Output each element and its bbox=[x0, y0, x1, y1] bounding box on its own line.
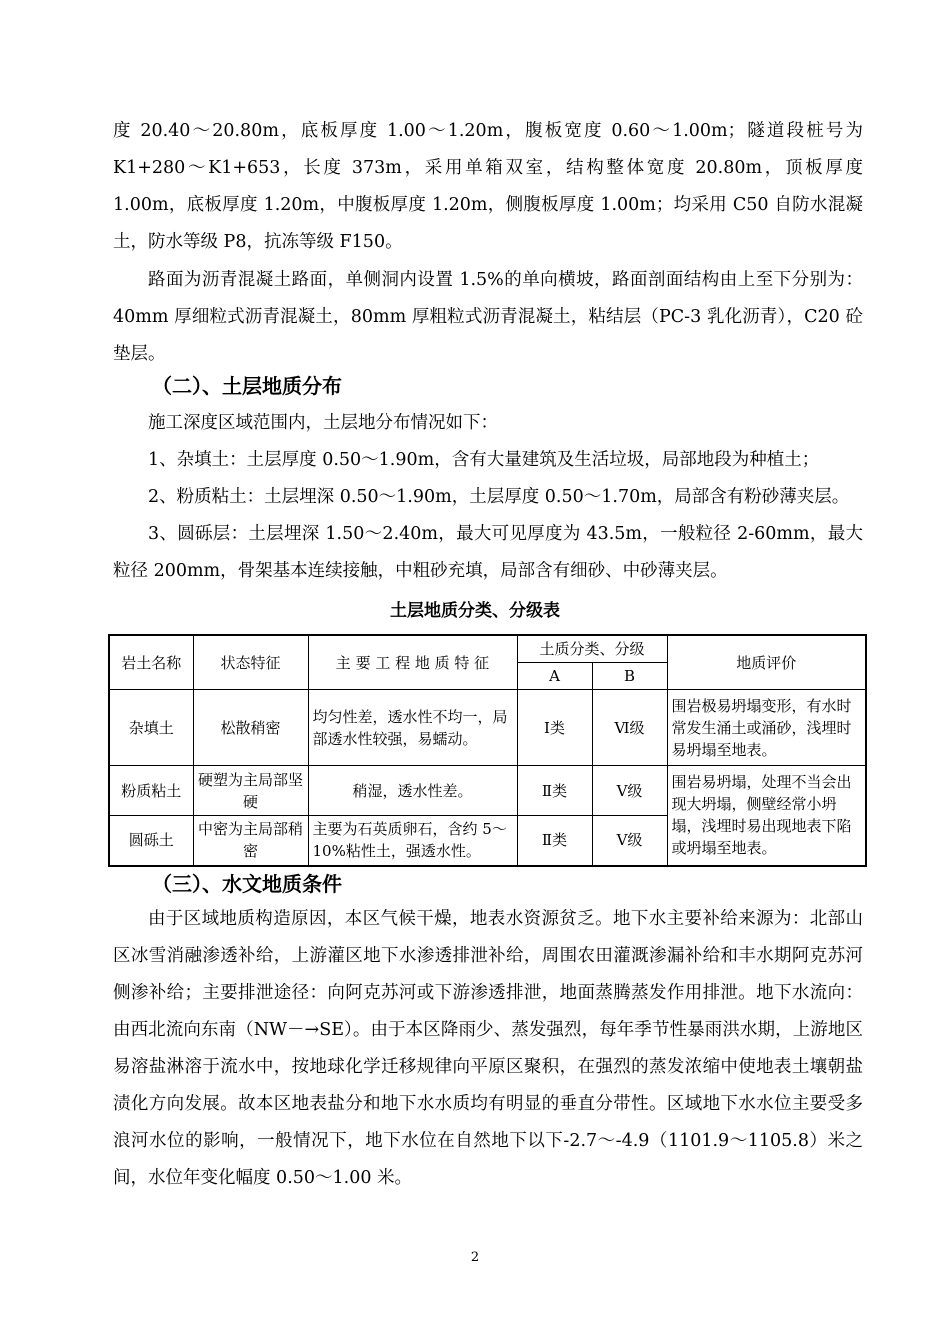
header-evaluation: 地质评价 bbox=[667, 635, 866, 690]
cell-a: Ⅱ类 bbox=[517, 766, 592, 816]
header-col-b: B bbox=[592, 663, 667, 690]
header-name: 岩土名称 bbox=[109, 635, 193, 690]
cell-evaluation: 围岩极易坍塌变形，有水时常发生涌土或涌砂，浅埋时易坍塌至地表。 bbox=[667, 690, 866, 766]
paragraph-pavement: 路面为沥青混凝土路面，单侧洞内设置 1.5%的单向横坡，路面剖面结构由上至下分别为：40mm 厚细粒式沥青混凝土，80mm 厚粗粒式沥青混凝土，粘结层（PC-3 乳化沥青），C20 砼垫层。 bbox=[113, 270, 863, 364]
table-row bbox=[109, 690, 866, 766]
cell-b: Ⅴ级 bbox=[592, 816, 667, 866]
paragraph-hydrology: 由于区域地质构造原因，本区气候干燥，地表水资源贫乏。地下水主要补给来源为：北部山区冰雪消融渗透补给，上游灌区地下水渗透排泄补给，周围农田灌溉渗漏补给和丰水期阿克苏河侧渗补给；主要排泄途径：向阿克苏河或下游渗透排泄，地面蒸腾蒸发作用排泄。地下水流向：由西北流向东南（NW－→SE）。由于本区降雨少、蒸发强烈，每年季节性暴雨洪水期，上游地区易溶盐淋溶于流水中，按地球化学迁移规律向平原区聚积，在强烈的蒸发浓缩中使地表土壤朝盐渍化方向发展。故本区地表盐分和地下水水质均有明显的垂直分带性。区域地下水水位主要受多浪河水位的影响，一般情况下，地下水位在自然地下以下-2.7～-4.9（1101.9～1105.8）米之间，水位年变化幅度 0.50～1.00 米。 bbox=[113, 909, 863, 1188]
cell-features: 主要为石英质卵石，含约 5～10%粘性土，强透水性。 bbox=[308, 816, 517, 866]
cell-evaluation-shared: 围岩易坍塌，处理不当会出现大坍塌，侧壁经常小坍塌，浅埋时易出现地表下陷或坍塌至地表。 bbox=[667, 766, 866, 866]
cell-state: 硬塑为主局部坚硬 bbox=[193, 766, 308, 816]
cell-name: 圆砾土 bbox=[109, 816, 193, 866]
header-col-a: A bbox=[517, 663, 592, 690]
cell-name: 粉质粘土 bbox=[109, 766, 193, 816]
soil-item: 3、圆砾层：土层埋深 1.50～2.40m，最大可见厚度为 43.5m，一般粒径 2-60mm，最大粒径 200mm，骨架基本连续接触，中粗砂充填，局部含有细砂、中砂薄夹层。 bbox=[113, 524, 863, 581]
table-title: 土层地质分类、分级表 bbox=[390, 601, 560, 621]
table-row bbox=[109, 766, 866, 816]
cell-name: 杂填土 bbox=[109, 690, 193, 766]
cell-a: Ⅰ类 bbox=[517, 690, 592, 766]
header-classification: 土质分类、分级 bbox=[517, 635, 667, 663]
soil-intro: 施工深度区域范围内，土层地分布情况如下： bbox=[148, 413, 498, 433]
cell-state: 松散稍密 bbox=[193, 690, 308, 766]
soil-classification-table bbox=[108, 634, 867, 867]
header-features: 主 要 工 程 地 质 特 征 bbox=[308, 635, 517, 690]
soil-item: 2、粉质粘土：土层埋深 0.50～1.90m，土层厚度 0.50～1.70m，局部含有粉砂薄夹层。 bbox=[148, 487, 850, 507]
header-state: 状态特征 bbox=[193, 635, 308, 690]
cell-b: Ⅵ级 bbox=[592, 690, 667, 766]
cell-a: Ⅱ类 bbox=[517, 816, 592, 866]
paragraph-structure: 度 20.40～20.80m，底板厚度 1.00～1.20m，腹板宽度 0.60～1.00m；隧道段桩号为 K1+280～K1+653，长度 373m，采用单箱双室，结构整体宽度 20.80m，顶板厚度 1.00m，底板厚度 1.20m，中腹板厚度 1.20m，侧腹板厚度 1.00m；均采用 C50 自防水混凝土，防水等级 P8，抗冻等级 F150。 bbox=[113, 121, 863, 252]
section-heading-soil: （二）、土层地质分布 bbox=[152, 374, 342, 398]
cell-state: 中密为主局部稍密 bbox=[193, 816, 308, 866]
page-number: 2 bbox=[470, 1250, 480, 1265]
cell-features: 均匀性差，透水性不均一，局部透水性较强，易蠕动。 bbox=[308, 690, 517, 766]
cell-features: 稍湿，透水性差。 bbox=[308, 766, 517, 816]
section-heading-hydrology: （三）、水文地质条件 bbox=[152, 872, 342, 896]
soil-item: 1、杂填土：土层厚度 0.50～1.90m，含有大量建筑及生活垃圾，局部地段为种植土； bbox=[148, 450, 820, 470]
cell-b: Ⅴ级 bbox=[592, 766, 667, 816]
